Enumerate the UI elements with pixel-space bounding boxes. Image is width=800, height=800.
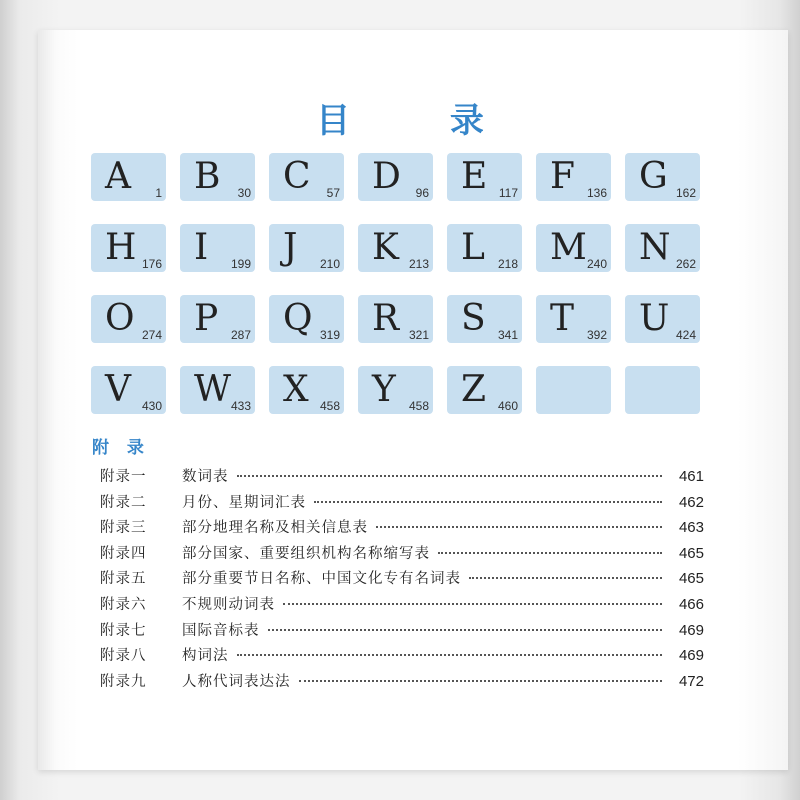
tile-letter: V	[105, 369, 131, 410]
letter-tile-y[interactable]	[358, 366, 433, 414]
appendix-list	[100, 465, 704, 695]
tile-page: 1	[155, 186, 162, 200]
appendix-page: 463	[678, 519, 704, 537]
letter-tile-f[interactable]	[536, 153, 611, 201]
tile-letter: D	[372, 156, 401, 197]
appendix-title: 月份、星期词汇表	[182, 494, 306, 511]
dot-leader	[376, 526, 662, 528]
letter-tile-x[interactable]	[269, 366, 344, 414]
tile-letter: H	[105, 227, 137, 268]
letter-tile-z[interactable]	[447, 366, 522, 414]
tile-letter: U	[639, 298, 670, 339]
tile-letter: J	[283, 227, 298, 268]
tile-page: 96	[415, 186, 429, 200]
dot-leader	[299, 680, 663, 682]
tile-letter: L	[461, 227, 485, 268]
appendix-entry[interactable]	[100, 567, 704, 593]
letter-tile-t[interactable]	[536, 295, 611, 343]
tile-letter: O	[105, 298, 135, 339]
tile-letter: P	[194, 298, 219, 339]
appendix-entry[interactable]	[100, 644, 704, 670]
letter-tile-d[interactable]	[358, 153, 433, 201]
appendix-entry[interactable]	[100, 619, 704, 645]
letter-tile-g[interactable]	[625, 153, 700, 201]
appendix-page: 465	[678, 544, 704, 562]
dot-leader	[283, 603, 662, 605]
appendix-label: 附录九	[100, 673, 147, 690]
tile-page: 176	[141, 257, 162, 271]
appendix-title: 部分地理名称及相关信息表	[182, 520, 368, 537]
tile-page: 319	[319, 328, 340, 342]
letter-tile-c[interactable]	[269, 153, 344, 201]
tile-letter: E	[461, 156, 488, 197]
tile-page: 30	[237, 186, 251, 200]
tile-letter: A	[105, 156, 131, 197]
tile-letter: X	[283, 369, 309, 410]
tile-letter: Q	[283, 298, 313, 339]
tile-page: 210	[319, 257, 340, 271]
tile-page: 218	[497, 257, 518, 271]
letter-tile-b[interactable]	[180, 153, 255, 201]
tile-letter: I	[194, 227, 209, 268]
appendix-entry[interactable]	[100, 465, 704, 491]
appendix-page: 462	[678, 493, 704, 511]
letter-tile-q[interactable]	[269, 295, 344, 343]
tile-letter: F	[550, 156, 575, 197]
tile-letter: N	[639, 227, 671, 268]
appendix-title: 不规则动词表	[182, 596, 275, 613]
appendix-entry[interactable]	[100, 542, 704, 568]
appendix-label: 附录六	[100, 596, 147, 613]
dot-leader	[237, 475, 663, 477]
dot-leader	[314, 501, 662, 503]
letter-tile-v[interactable]	[91, 366, 166, 414]
letter-tile-p[interactable]	[180, 295, 255, 343]
appendix-label: 附录八	[100, 648, 147, 665]
letter-tile-r[interactable]	[358, 295, 433, 343]
appendix-page: 466	[678, 595, 704, 613]
tile-letter: R	[372, 298, 400, 339]
appendix-title: 数词表	[182, 469, 229, 485]
letter-tile-l[interactable]	[447, 224, 522, 272]
appendix-title: 部分国家、重要组织机构名称缩写表	[182, 545, 430, 562]
letter-tile-i[interactable]	[180, 224, 255, 272]
appendix-title: 国际音标表	[182, 622, 260, 639]
appendix-label: 附录五	[100, 571, 147, 588]
letter-tile-k[interactable]	[358, 224, 433, 272]
appendix-label: 附录二	[100, 494, 147, 511]
page-title: 目 录	[316, 101, 528, 141]
letter-tile-s[interactable]	[447, 295, 522, 343]
letter-tile-u[interactable]	[625, 295, 700, 343]
tile-page: 57	[326, 186, 340, 200]
tile-letter: T	[550, 298, 575, 339]
tile-letter: Z	[461, 369, 487, 410]
appendix-label: 附录四	[100, 545, 147, 562]
dot-leader	[237, 654, 663, 656]
tile-page: 460	[497, 399, 518, 413]
tile-page: 341	[497, 328, 518, 342]
letter-tile-o[interactable]	[91, 295, 166, 343]
tile-page: 136	[586, 186, 607, 200]
tile-letter: M	[550, 227, 587, 268]
tile-page: 199	[230, 257, 251, 271]
dot-leader	[469, 577, 662, 579]
empty-tile	[625, 366, 700, 414]
letter-tile-j[interactable]	[269, 224, 344, 272]
appendix-title: 人称代词表达法	[182, 673, 291, 690]
appendix-entry[interactable]	[100, 516, 704, 542]
letter-tile-n[interactable]	[625, 224, 700, 272]
dot-leader	[438, 552, 662, 554]
tile-page: 117	[498, 186, 518, 200]
appendix-label: 附录七	[100, 622, 147, 639]
appendix-entry[interactable]	[100, 670, 704, 696]
appendix-title: 部分重要节日名称、中国文化专有名词表	[182, 571, 461, 588]
tile-page: 392	[586, 328, 607, 342]
tile-page: 287	[230, 328, 251, 342]
tile-page: 240	[586, 257, 607, 271]
dot-leader	[268, 629, 663, 631]
tile-letter: C	[283, 156, 311, 197]
tile-letter: G	[639, 156, 668, 197]
appendix-entry[interactable]	[100, 491, 704, 517]
empty-tile	[536, 366, 611, 414]
tile-page: 458	[319, 399, 340, 413]
appendix-heading: 附 录	[92, 438, 150, 458]
appendix-entry[interactable]	[100, 593, 704, 619]
tile-page: 321	[408, 328, 429, 342]
tile-page: 213	[408, 257, 429, 271]
appendix-page: 469	[678, 647, 704, 665]
tile-page: 424	[675, 328, 696, 342]
tile-letter: B	[194, 156, 221, 197]
appendix-page: 472	[678, 672, 704, 690]
appendix-page: 465	[678, 570, 704, 588]
tile-page: 274	[141, 328, 162, 342]
appendix-title: 构词法	[182, 648, 229, 665]
letter-tile-a[interactable]	[91, 153, 166, 201]
tile-letter: K	[372, 227, 399, 268]
tile-page: 430	[141, 399, 162, 413]
letter-tile-h[interactable]	[91, 224, 166, 272]
tile-letter: W	[194, 369, 232, 410]
appendix-page: 461	[678, 468, 704, 485]
tile-letter: S	[461, 298, 486, 339]
tile-page: 458	[408, 399, 429, 413]
letter-tile-m[interactable]	[536, 224, 611, 272]
letter-tile-e[interactable]	[447, 153, 522, 201]
tile-page: 433	[230, 399, 251, 413]
tile-page: 162	[675, 186, 696, 200]
letter-index-grid	[91, 153, 700, 414]
tile-page: 262	[675, 257, 696, 271]
tile-letter: Y	[372, 369, 396, 410]
appendix-page: 469	[678, 621, 704, 639]
letter-tile-w[interactable]	[180, 366, 255, 414]
appendix-label: 附录一	[100, 469, 147, 485]
appendix-label: 附录三	[100, 520, 147, 537]
